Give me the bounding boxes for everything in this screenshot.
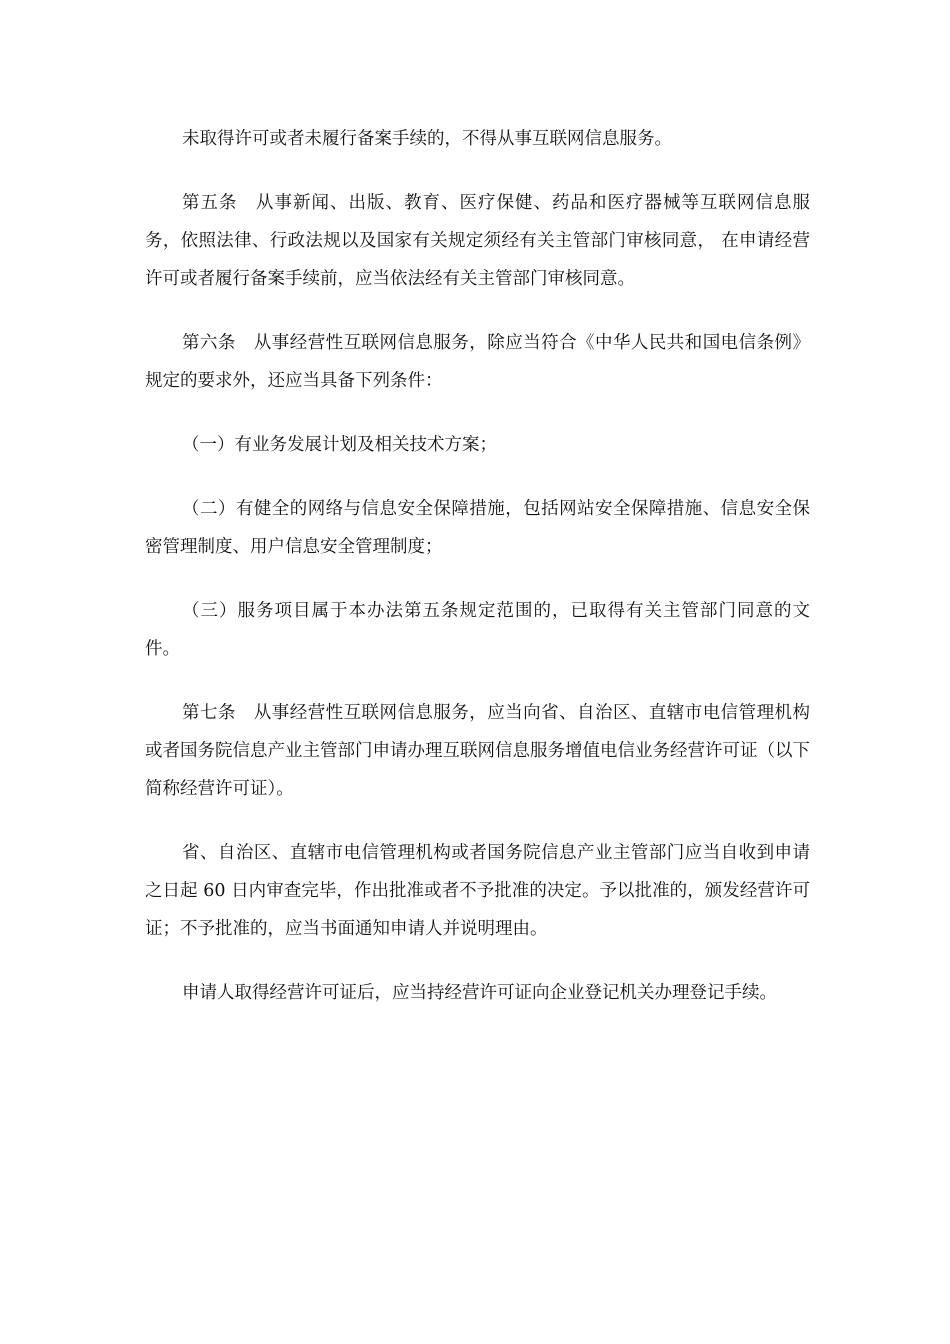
paragraph-unlicensed-prohibition: 未取得许可或者未履行备案手续的，不得从事互联网信息服务。 — [182, 129, 672, 149]
paragraph-condition-2: （二）有健全的网络与信息安全保障措施，包括网站安全保障措施、信息安全保密管理制度、用户信息安全管理制度； — [145, 499, 810, 557]
paragraph-article-6: 第六条 从事经营性互联网信息服务，除应当符合《中华人民共和国电信条例》规定的要求外，还应当具备下列条件： — [145, 333, 810, 391]
paragraph-review-period: 省、自治区、直辖市电信管理机构或者国务院信息产业主管部门应当自收到申请之日起 60 日内审查完毕，作出批准或者不予批准的决定。予以批准的，颁发经营许可证；不予批准的，应当书面通知申请人并说明理由。 — [145, 843, 810, 939]
paragraph-condition-3: （三）服务项目属于本办法第五条规定范围的，已取得有关主管部门同意的文件。 — [145, 601, 810, 659]
paragraph-registration: 申请人取得经营许可证后，应当持经营许可证向企业登记机关办理登记手续。 — [182, 983, 777, 1003]
document-body — [145, 120, 810, 1012]
paragraph-article-5: 第五条 从事新闻、出版、教育、医疗保健、药品和医疗器械等互联网信息服务，依照法律、行政法规以及国家有关规定须经有关主管部门审核同意， 在申请经营许可或者履行备案手续前，应当依法经有关主管部门审核同意。 — [145, 193, 810, 289]
paragraph-condition-1: （一）有业务发展计划及相关技术方案； — [182, 435, 497, 455]
paragraph-article-7: 第七条 从事经营性互联网信息服务，应当向省、自治区、直辖市电信管理机构或者国务院信息产业主管部门申请办理互联网信息服务增值电信业务经营许可证（以下简称经营许可证）。 — [145, 703, 810, 799]
